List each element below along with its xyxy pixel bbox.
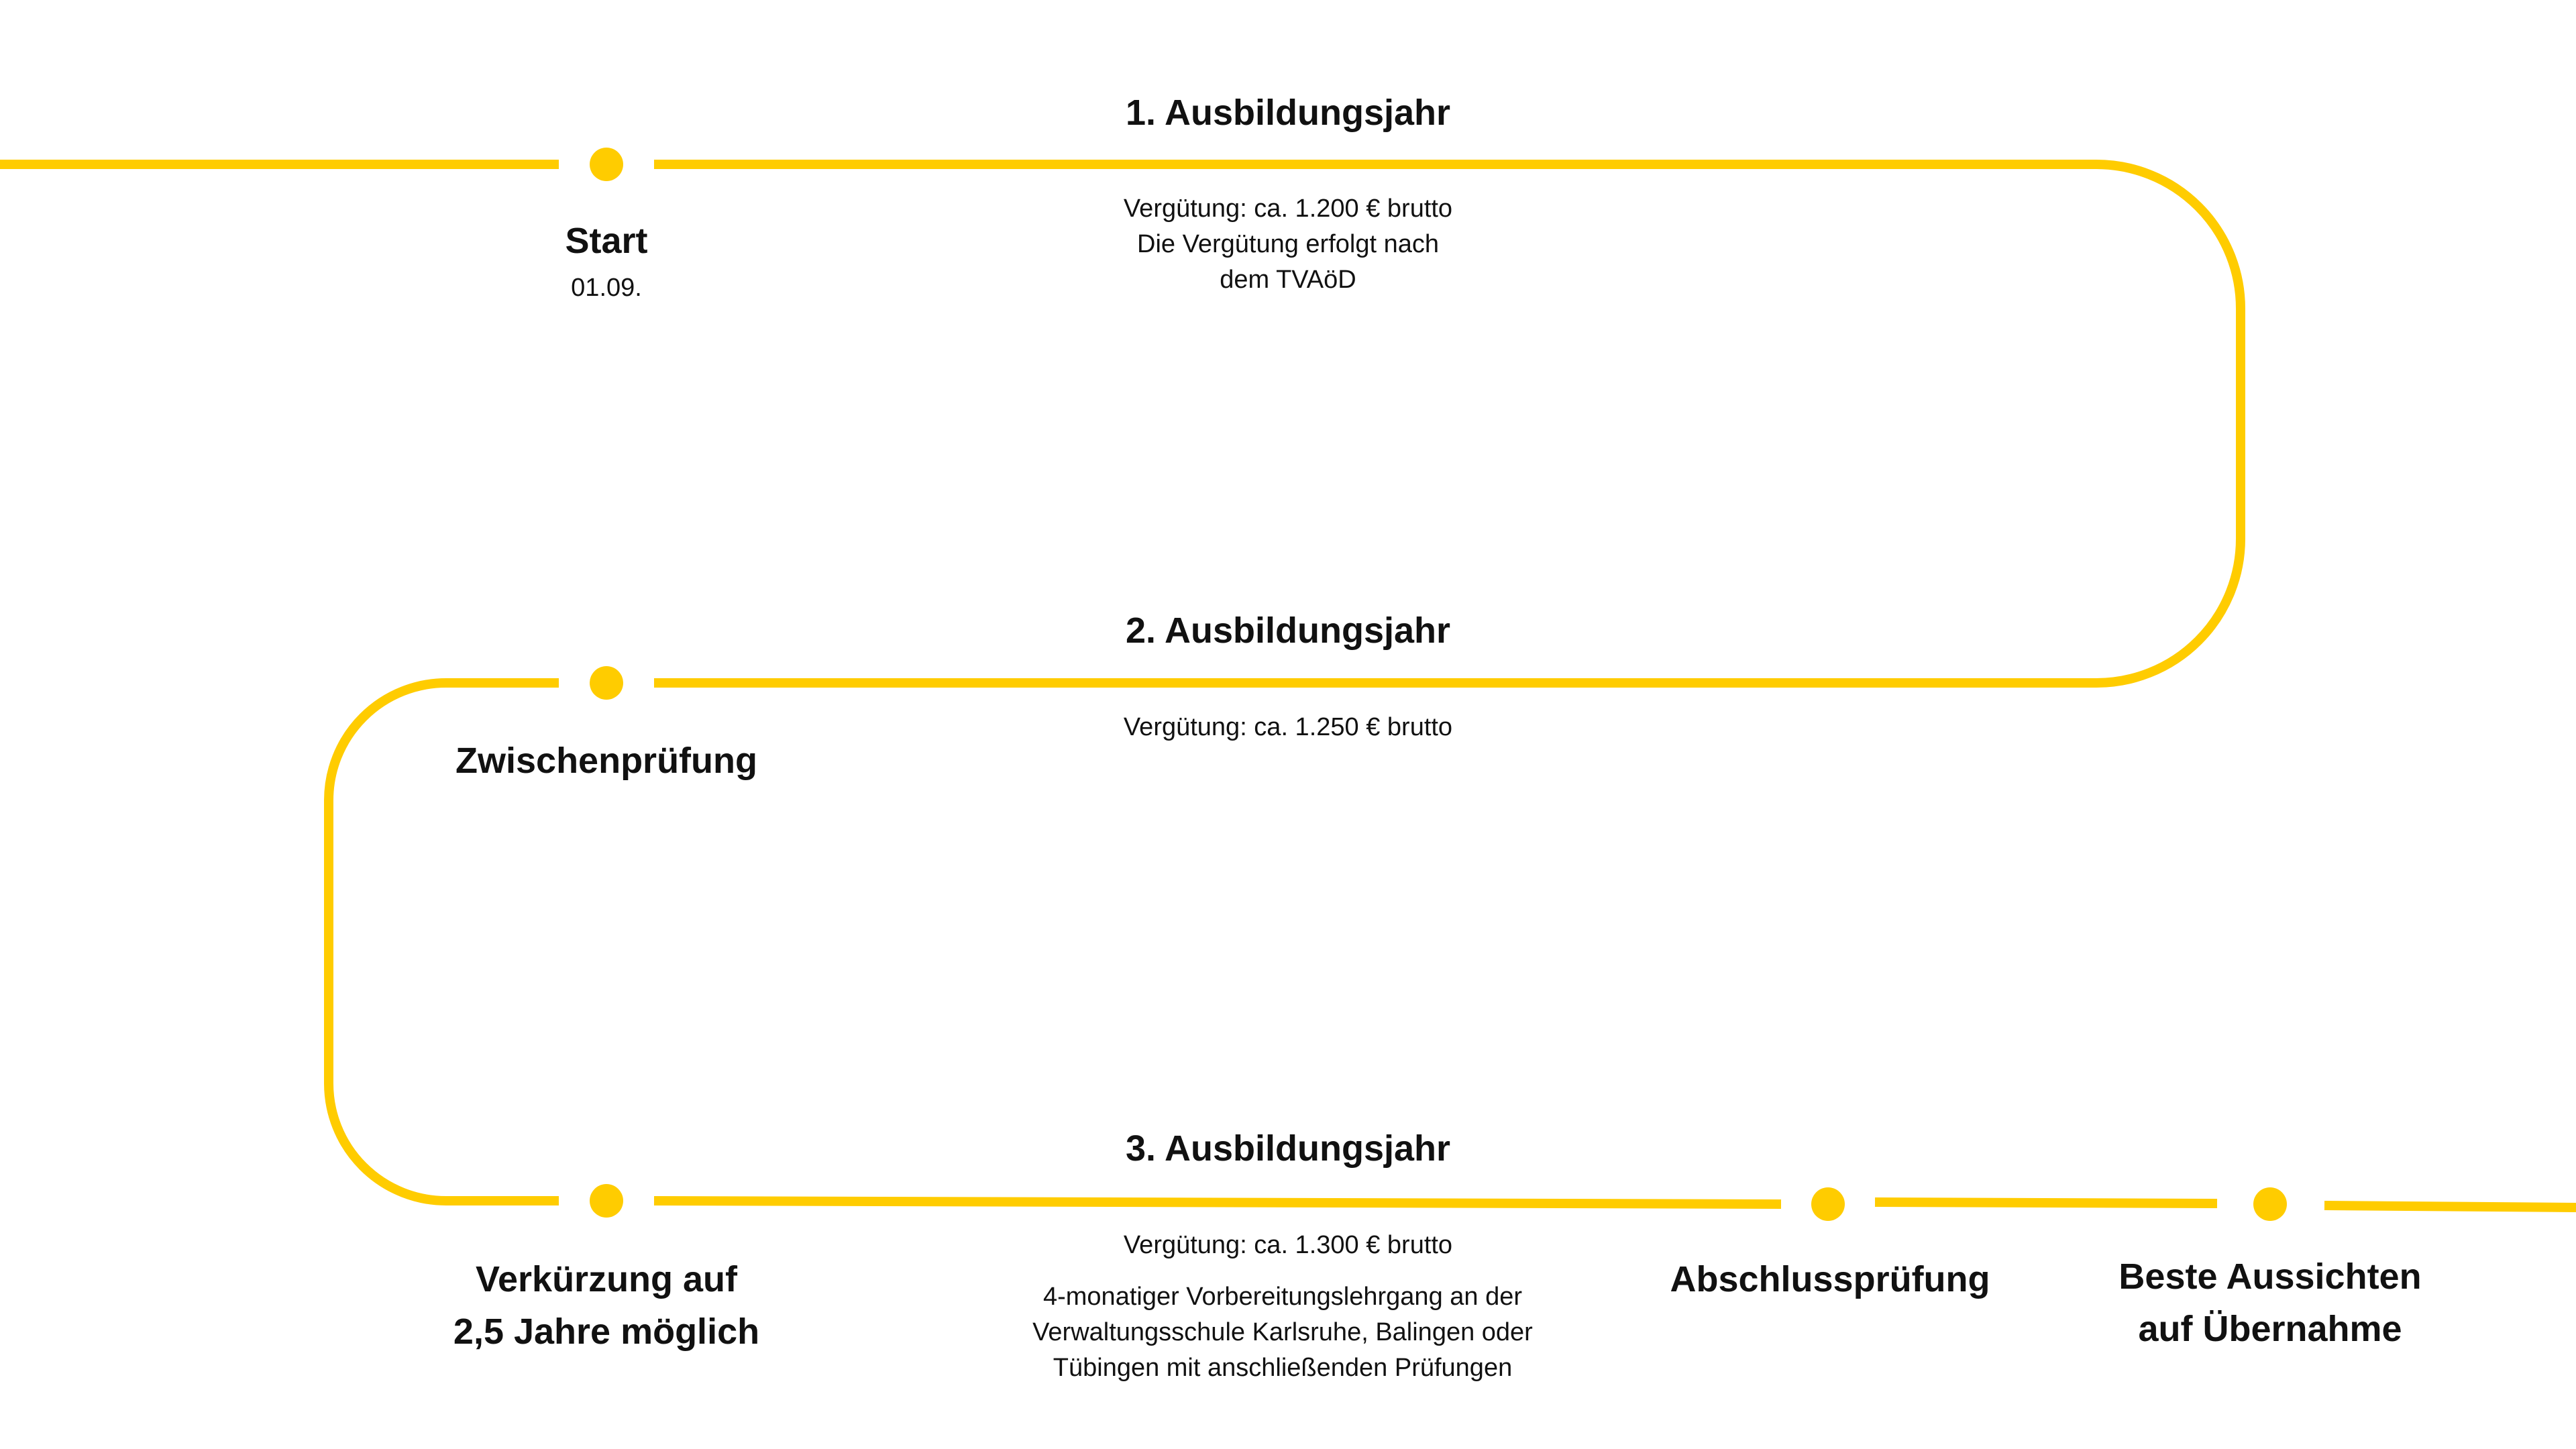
year-1-detail-line: dem TVAöD xyxy=(1220,266,1356,294)
year-2-detail-line: Vergütung: ca. 1.250 € brutto xyxy=(1123,713,1453,741)
milestone-dot-start xyxy=(590,148,623,181)
milestone-zwischenpruefung-title: Zwischenprüfung xyxy=(455,741,757,781)
year-3-details xyxy=(1032,1279,1533,1386)
milestone-uebernahme-line: auf Übernahme xyxy=(2138,1309,2402,1349)
milestone-abschlusspruefung-title: Abschlussprüfung xyxy=(1670,1259,1990,1299)
milestone-verkuerzung-line: Verkürzung auf xyxy=(475,1259,738,1299)
year-3-detail-line: 4-monatiger Vorbereitungslehrgang an der xyxy=(1042,1283,1523,1311)
timeline-track-row-3-right xyxy=(1875,1202,2217,1203)
year-1-title: 1. Ausbildungsjahr xyxy=(1125,93,1451,133)
milestone-verkuerzung-line: 2,5 Jahre möglich xyxy=(453,1311,760,1352)
year-1-details xyxy=(1124,191,1452,298)
year-1-detail-line: Vergütung: ca. 1.200 € brutto xyxy=(1123,195,1453,223)
timeline-track-row-3-center xyxy=(654,1201,1781,1204)
milestone-start-title: Start xyxy=(565,221,648,261)
year-3-detail-line: Verwaltungsschule Karlsruhe, Balingen oder xyxy=(1032,1318,1533,1346)
milestone-verkuerzung-text xyxy=(453,1253,759,1358)
year-3-salary: Vergütung: ca. 1.300 € brutto xyxy=(1123,1231,1453,1259)
milestone-dot-abschlusspruefung xyxy=(1811,1187,1845,1221)
milestone-dot-verkuerzung xyxy=(590,1184,623,1218)
year-3-detail-line: Tübingen mit anschließenden Prüfungen xyxy=(1053,1354,1513,1382)
milestone-dot-zwischenpruefung xyxy=(590,666,623,700)
year-1-detail-line: Die Vergütung erfolgt nach xyxy=(1137,230,1439,258)
year-2-details xyxy=(1124,710,1452,745)
milestone-dot-uebernahme xyxy=(2253,1187,2287,1221)
timeline-track-row-3-end xyxy=(2324,1205,2576,1208)
milestone-uebernahme-text xyxy=(2118,1250,2421,1355)
year-2-title: 2. Ausbildungsjahr xyxy=(1125,610,1451,651)
milestone-uebernahme-line: Beste Aussichten xyxy=(2118,1256,2422,1297)
milestone-start-date: 01.09. xyxy=(571,274,642,302)
year-3-title: 3. Ausbildungsjahr xyxy=(1125,1128,1451,1169)
